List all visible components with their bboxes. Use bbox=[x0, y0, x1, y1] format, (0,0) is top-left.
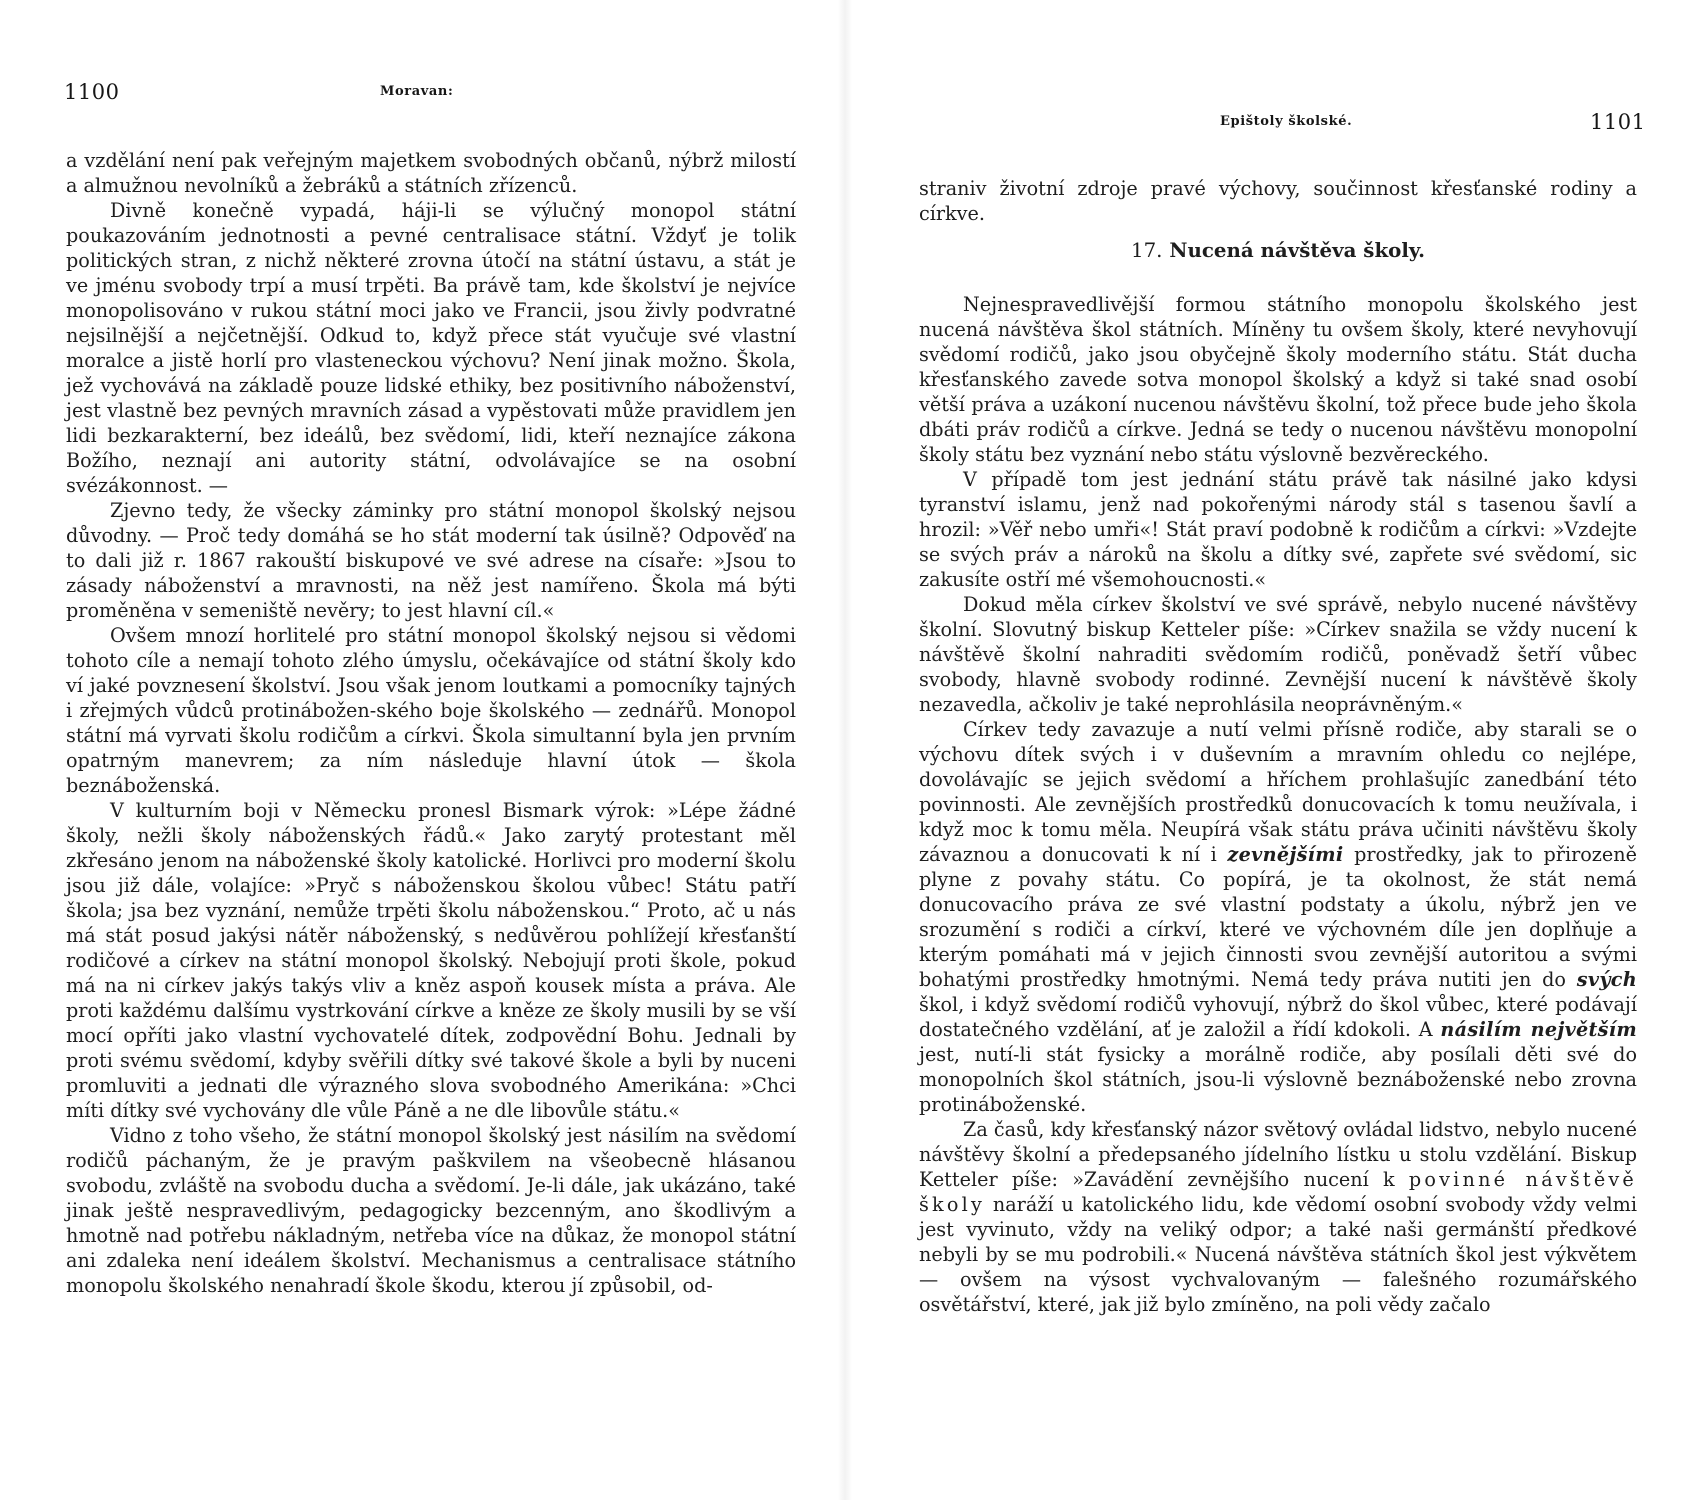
paragraph: straniv životní zdroje pravé výchovy, součinnost křesťanské rodiny a církve. bbox=[919, 177, 1637, 225]
section-number: 17. bbox=[1131, 239, 1163, 262]
paragraph: Ovšem mnozí horlitelé pro státní monopol školský nejsou si vědomi tohoto cíle a nemají tohoto zlého úmyslu, očekávajíce od státní školy kdo ví jaké povznesení školství. Jsou však jenom loutkami a pomocníky tajných i zřejmých vůdců protinábožen-ského boje školského — zednářů. Monopol státní má vyrvati školu rodičům a církvi. Škola simultanní byla jen prvním opatrným manevrem; za ním následuje hlavní útok — škola beznáboženská. bbox=[66, 624, 796, 797]
running-head: Epištoly školské. bbox=[1220, 114, 1353, 129]
text-run: jest, nutí-li stát fysicky a morálně rodiče, aby posílali děti své do monopolních škol státních, jsou-li výslovně beznáboženské nebo zrovna protináboženské. bbox=[919, 1043, 1637, 1116]
right-page-text bbox=[919, 176, 1637, 1317]
text-run: Církev tedy zavazuje a nutí velmi přísně rodiče, aby starali se o výchovu dítek svých i v duševním a mravním ohledu co nejlépe, dovolávajíc se jejich svědomí a hříchem prohlašujíc zanedbání této povinnosti. Ale zevnějších prostředků donucovacích k tomu neužívala, i když moc k tomu měla. Neupírá však státu práva učiniti návštěvu školy závaznou a donucovati k ní i bbox=[919, 718, 1637, 866]
paragraph bbox=[919, 717, 1637, 1117]
paragraph: Vidno z toho všeho, že státní monopol školský jest násilím na svědomí rodičů páchaným, že je pravým paškvilem na všeobecně hlásanou svobodu, zvláště na svobodu ducha a svědomí. Je-li dále, jak ukázáno, také jinak ještě nespravedlivým, pedagogicky bezcenným, ano škodlivým a hmotně nad potřebu nákladným, netřeba více na důkaz, že monopol státní ani zdaleka není ideálem školství. Mechanismus a centralisace státního monopolu školského nenahradí škole škodu, kterou jí způsobil, od- bbox=[66, 1124, 796, 1297]
paragraph: a vzdělání není pak veřejným majetkem svobodných občanů, nýbrž milostí a almužnou nevolníků a žebráků a státních zřízenců. bbox=[66, 149, 796, 197]
spaced-emphasis: povinné návštěvě školy bbox=[919, 1168, 1637, 1216]
emphasis: násilím největším bbox=[1440, 1018, 1637, 1041]
running-head: Moravan: bbox=[380, 84, 454, 99]
paragraph: V kulturním boji v Německu pronesl Bismark výrok: »Lépe žádné školy, nežli školy náboženských řádů.« Jako zarytý protestant měl zkřesáno jenom na náboženské školy katolické. Horlivci pro moderní školu jsou již dále, volajíce: »Pryč s náboženskou školou vůbec! Státu patří škola; jsa bez vyznání, nemůže trpěti školu náboženskou.“ Proto, ač u nás má stát posud jakýsi nátěr náboženský, s nedůvěrou pohlížejí křesťanští rodičové a církev na státní monopol školský. Nebojují proti škole, pokud má na ni církev jakýs takýs vliv a kněz aspoň kousek místa a práva. Ale proti každému dalšímu vystrkování církve a kněze ze školy musili by se vší mocí opříti jako vlastní vychovatelé dítek, zodpovědní Bohu. Jednali by proti svému svědomí, kdyby svěřili dítky své takové škole a byli by nuceni promluviti a jednati dle výrazného slova svobodného Amerikána: »Chci míti dítky své vychovány dle vůle Páně a ne dle libovůle státu.« bbox=[66, 799, 796, 1122]
text-run: naráží u katolického lidu, kde vědomí osobní svobody vždy velmi jest vyvinuto, vždy na veliký odpor; a také naši germánští předkové nebyli by se mu podrobili.« Nucená návštěva státních škol jest výkvětem — ovšem na výsost vychvalovaným — falešného rozumářského osvětářství, které, jak již bylo zmíněno, na poli vědy začalo bbox=[919, 1193, 1637, 1316]
page-number: 1100 bbox=[64, 80, 120, 104]
paragraph bbox=[919, 1117, 1637, 1317]
paragraph: Divně konečně vypadá, háji-li se výlučný monopol státní poukazováním jednotnosti a pevné centralisace státní. Vždyť je tolik politických stran, z nichž některé zrovna útočí na státní ústavu, a stát je ve jménu svobody trpí a musí trpěti. Ba právě tam, kde školství je nejvíce monopolisováno v rukou státní moci jako ve Francii, jsou živly podvratné nejsilnější a nejčetnější. Odkud to, když přece stát vyučuje své vlastní moralce a jistě horlí pro vlasteneckou výchovu? Není jinak možno. Škola, jež vychovává na základě pouze lidské ethiky, bez positivního náboženství, jest vlastně bez pevných mravních zásad a vypěstovati může pravidlem jen lidi bezkarakterní, bez ideálů, bez svědomí, lidi, kteří neznajíce zákona Božího, neznají ani autority státní, odvolávajíce se na osobní svézákonnost. — bbox=[66, 199, 796, 497]
text-run: škol, i když svědomí rodičů vyhovují, nýbrž do škol vůbec, které podávají dostatečného vzdělání, ať je založil a řídí kdokoli. A bbox=[919, 993, 1637, 1041]
text-run: prostředky, jak to přirozeně plyne z povahy státu. Co popírá, je ta okolnost, že stát nemá donucovacího práva ze své vlastní podstaty a úkolu, nýbrž jen ve srozumění s rodiči a církví, které ve výchovném díle jen doplňuje a kterým pomáhati má v jejich činnosti svou zevnější autoritou a svými bohatými prostředky hmotnými. Nemá tedy práva nutiti jen do bbox=[919, 843, 1637, 991]
left-page-text bbox=[66, 148, 796, 1298]
paragraph: Dokud měla církev školství ve své správě, nebylo nucené návštěvy školní. Slovutný biskup Ketteler píše: »Církev snažila se vždy nucení k návštěvě školní nahraditi svědomím rodičů, poněvadž šetří vůbec svobody, hlavně svobody rodinné. Zevnější nucení k návštěvě školy nezavedla, ačkoliv je také neprohlásila neoprávněným.« bbox=[919, 593, 1637, 716]
section-heading bbox=[919, 226, 1637, 292]
text-run: Za časů, kdy křesťanský názor světový ovládal lidstvo, nebylo nucené návštěvy školní a předepsaného jídelního lístku u stolu vzdělání. Biskup Ketteler píše: »Zavádění zevnějšího nucení k bbox=[919, 1118, 1637, 1191]
right-page bbox=[845, 0, 1690, 1500]
paragraph: Nejnespravedlivější formou státního monopolu školského jest nucená návštěva škol státních. Míněny tu ovšem školy, které nevyhovují svědomí rodičů, jako jsou obyčejně školy moderního státu. Stát ducha křesťanského zavede sotva monopol školský a když si také snad osobí větší práva a uzákoní nucenou návštěvu školní, tož přece bude jeho škola dbáti práv rodičů a církve. Jedná se tedy o nucenou návštěvu monopolní školy státu bez vyznání nebo státu výslovně bezvěreckého. bbox=[919, 293, 1637, 466]
emphasis: svých bbox=[1576, 968, 1637, 991]
section-title: Nucená návštěva školy. bbox=[1169, 238, 1425, 262]
paragraph: Zjevno tedy, že všecky záminky pro státní monopol školský nejsou důvodny. — Proč tedy domáhá se ho stát moderní tak úsilně? Odpověď na to dali již r. 1867 rakouští biskupové ve své adrese na císaře: »Jsou to zásady náboženství a mravnosti, na něž jest namířeno. Škola má býti proměněna v semeniště nevěry; to jest hlavní cíl.« bbox=[66, 499, 796, 622]
emphasis: zevnějšími bbox=[1227, 843, 1344, 866]
page-number: 1101 bbox=[1590, 110, 1646, 134]
paragraph: V případě tom jest jednání státu právě tak násilné jako kdysi tyranství islamu, jenž nad pokořenými národy stál s tasenou šavlí a hrozil: »Věř nebo umři«! Stát praví podobně k rodičům a církvi: »Vzdejte se svých práv a nároků na školu a dítky své, zapřete své svědomí, sic zakusíte ostří mé všemohoucnosti.« bbox=[919, 468, 1637, 591]
